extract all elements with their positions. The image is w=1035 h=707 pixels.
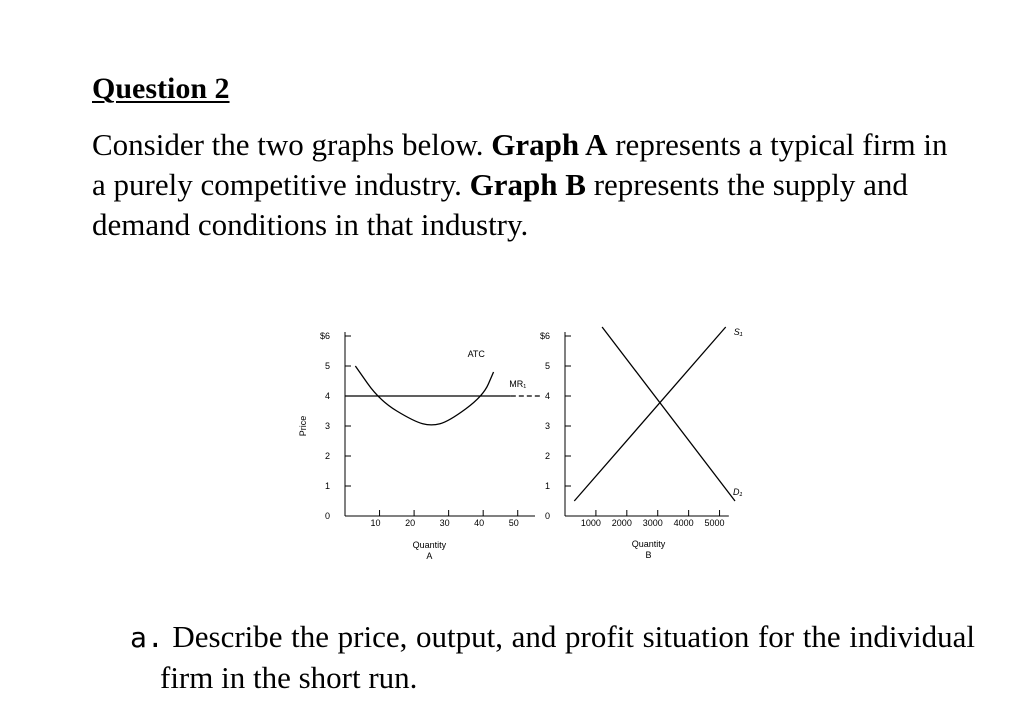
supply-label: S₁ — [733, 327, 743, 337]
graph-b-x-tick-label: 1000 — [580, 518, 601, 528]
graph-a-y-tick-label: 2 — [324, 451, 330, 461]
atc-label: ATC — [467, 349, 485, 359]
graph-b-y-tick-label: 2 — [544, 451, 550, 461]
graph-b-y-tick-label: 4 — [544, 391, 550, 401]
demand-label: D₁ — [733, 487, 743, 497]
graph-b-y-tick-label: 3 — [544, 421, 550, 431]
graph-a-x-label: Quantity — [412, 540, 447, 550]
question-a-letter: a. — [130, 621, 164, 654]
question-a-text: Describe the price, output, and profit situation for the individual firm in the short run. — [160, 619, 975, 695]
graph-a-x-tick-label: 50 — [508, 518, 519, 528]
mr-label: MR₁ — [509, 379, 527, 389]
graph-a-x-tick-label: 10 — [370, 518, 381, 528]
graph-b-x-label-sub: B — [645, 550, 652, 560]
graph-a-y-tick-label: 1 — [324, 481, 330, 491]
graph-a-y-tick-label: 4 — [324, 391, 330, 401]
graph-b-y-tick-label: 0 — [544, 511, 550, 521]
graph-a-y-tick-label: $6 — [319, 331, 330, 341]
graph-a-y-tick-label: 3 — [324, 421, 330, 431]
graphs-figure — [280, 300, 760, 590]
graph-a-x-tick-label: 30 — [439, 518, 450, 528]
intro-part2: represents a typical firm in a purely competitive industry. — [92, 127, 948, 202]
question-intro — [92, 125, 952, 245]
graph-a-y-label: Price — [298, 415, 308, 437]
question-a — [130, 617, 975, 698]
graph-b-x-tick-label: 2000 — [611, 518, 632, 528]
graphs-svg — [280, 300, 760, 590]
demand-line — [602, 327, 735, 501]
graph-b-y-tick-label: $6 — [539, 331, 550, 341]
graph-b-term: Graph B — [469, 167, 586, 202]
intro-part1: Consider the two graphs below. — [92, 127, 492, 162]
intro-part3: represents the supply and demand conditions in that industry. — [92, 167, 908, 242]
graph-b-x-tick-label: 5000 — [704, 518, 725, 528]
graph-a-term: Graph A — [491, 127, 608, 162]
graph-b-x-tick-label: 4000 — [673, 518, 694, 528]
graph-b-y-tick-label: 5 — [544, 361, 550, 371]
graph-b-x-label: Quantity — [631, 539, 666, 549]
supply-line — [574, 327, 725, 501]
graph-a-x-label-sub: A — [426, 551, 433, 561]
question-heading: Question 2 — [92, 72, 230, 105]
graph-a-x-tick-label: 20 — [405, 518, 416, 528]
graph-b-y-tick-label: 1 — [544, 481, 550, 491]
graph-a-x-tick-label: 40 — [474, 518, 485, 528]
graph-a-y-tick-label: 0 — [324, 511, 330, 521]
graph-b-x-tick-label: 3000 — [642, 518, 663, 528]
graph-a-y-tick-label: 5 — [324, 361, 330, 371]
